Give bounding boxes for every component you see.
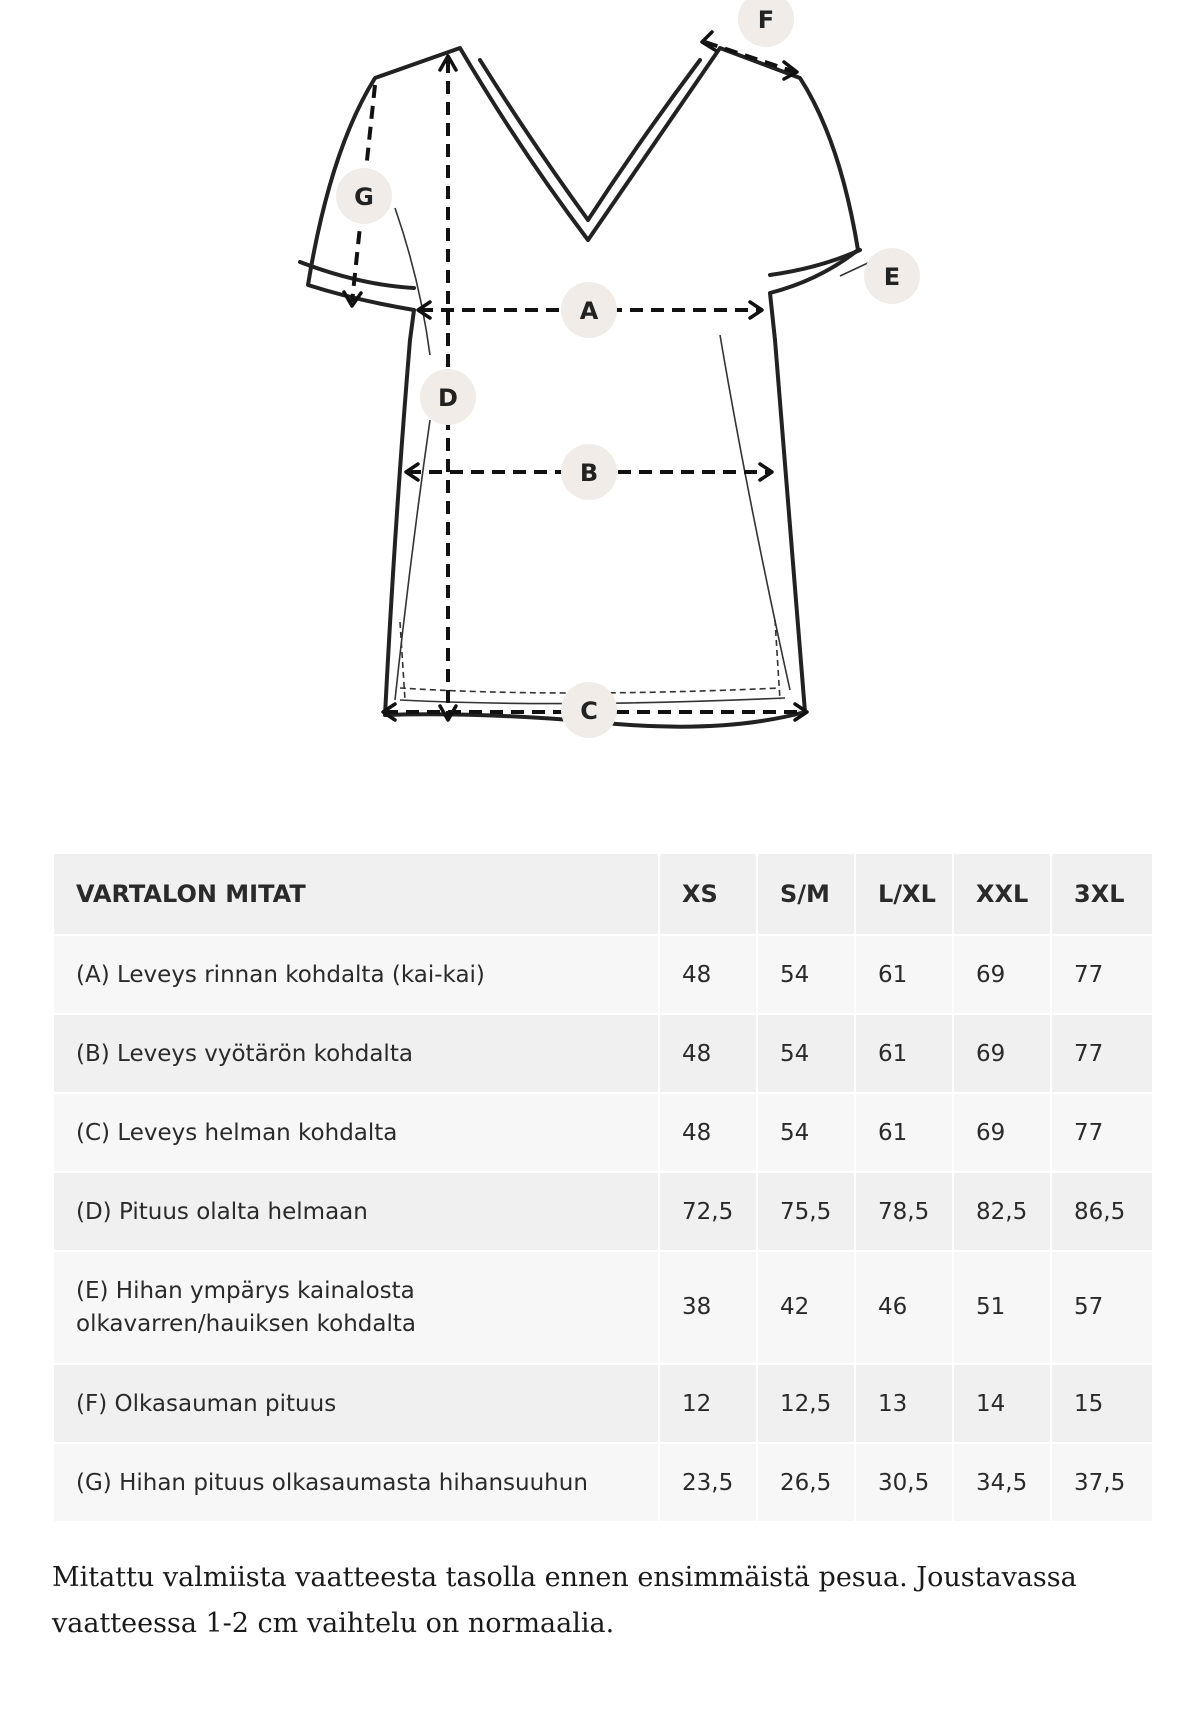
row-label: (D) Pituus olalta helmaan (53, 1172, 659, 1251)
svg-text:F: F (757, 6, 775, 34)
cell-value: 69 (953, 935, 1051, 1014)
cell-value: 12,5 (757, 1364, 855, 1443)
cell-value: 26,5 (757, 1443, 855, 1522)
cell-value: 48 (659, 935, 757, 1014)
row-label: (F) Olkasauman pituus (53, 1364, 659, 1443)
cell-value: 38 (659, 1251, 757, 1364)
cell-value: 61 (855, 935, 953, 1014)
table-row (53, 1172, 1153, 1251)
cell-value: 54 (757, 1093, 855, 1172)
header-size-xxl: XXL (953, 853, 1051, 935)
cell-value: 72,5 (659, 1172, 757, 1251)
table-row (53, 935, 1153, 1014)
tshirt-measurement-diagram (0, 0, 1200, 780)
table-row (53, 1364, 1153, 1443)
cell-value: 61 (855, 1014, 953, 1093)
cell-value: 77 (1051, 1014, 1153, 1093)
cell-value: 46 (855, 1251, 953, 1364)
cell-value: 30,5 (855, 1443, 953, 1522)
header-measurement: VARTALON MITAT (53, 853, 659, 935)
cell-value: 54 (757, 935, 855, 1014)
tshirt-outline (300, 48, 860, 727)
cell-value: 51 (953, 1251, 1051, 1364)
svg-text:D: D (438, 384, 458, 412)
header-size-sm: S/M (757, 853, 855, 935)
cell-value: 37,5 (1051, 1443, 1153, 1522)
label-g (336, 168, 392, 224)
cell-value: 82,5 (953, 1172, 1051, 1251)
row-label-line-2: olkavarren/hauiksen kohdalta (76, 1310, 416, 1337)
cell-value: 78,5 (855, 1172, 953, 1251)
cell-value: 15 (1051, 1364, 1153, 1443)
label-b (561, 444, 617, 500)
cell-value: 77 (1051, 1093, 1153, 1172)
table-row (53, 1443, 1153, 1522)
table-row (53, 1093, 1153, 1172)
cell-value: 42 (757, 1251, 855, 1364)
cell-value: 34,5 (953, 1443, 1051, 1522)
row-label: (A) Leveys rinnan kohdalta (kai-kai) (53, 935, 659, 1014)
svg-text:A: A (579, 297, 599, 325)
header-size-xs: XS (659, 853, 757, 935)
cell-value: 86,5 (1051, 1172, 1153, 1251)
header-size-lxl: L/XL (855, 853, 953, 935)
cell-value: 48 (659, 1093, 757, 1172)
header-size-3xl: 3XL (1051, 853, 1153, 935)
cell-value: 69 (953, 1093, 1051, 1172)
table-header-row (53, 853, 1153, 935)
svg-text:C: C (580, 697, 598, 725)
svg-text:E: E (883, 263, 901, 291)
measurement-lines (344, 32, 870, 720)
label-c (561, 682, 617, 738)
cell-value: 57 (1051, 1251, 1153, 1364)
label-a (561, 282, 617, 338)
table-row (53, 1014, 1153, 1093)
measurement-note: Mitattu valmiista vaatteesta tasolla ennen ensimmäistä pesua. Joustavassa vaatteessa 1-2 cm vaihtelu on normaalia. (52, 1562, 1077, 1639)
cell-value: 77 (1051, 935, 1153, 1014)
row-label: (C) Leveys helman kohdalta (53, 1093, 659, 1172)
row-label: (G) Hihan pituus olkasaumasta hihansuuhun (53, 1443, 659, 1522)
svg-text:B: B (579, 459, 599, 487)
cell-value: 61 (855, 1093, 953, 1172)
cell-value: 69 (953, 1014, 1051, 1093)
size-chart-table (52, 852, 1154, 1523)
row-label (53, 1251, 659, 1364)
label-d (420, 369, 476, 425)
cell-value: 23,5 (659, 1443, 757, 1522)
label-f (738, 0, 794, 47)
svg-text:G: G (354, 183, 374, 211)
cell-value: 75,5 (757, 1172, 855, 1251)
cell-value: 12 (659, 1364, 757, 1443)
row-label: (B) Leveys vyötärön kohdalta (53, 1014, 659, 1093)
cell-value: 54 (757, 1014, 855, 1093)
cell-value: 14 (953, 1364, 1051, 1443)
label-e (864, 248, 920, 304)
cell-value: 13 (855, 1364, 953, 1443)
row-label-line-1: (E) Hihan ympärys kainalosta (76, 1277, 415, 1304)
cell-value: 48 (659, 1014, 757, 1093)
table-row (53, 1251, 1153, 1364)
